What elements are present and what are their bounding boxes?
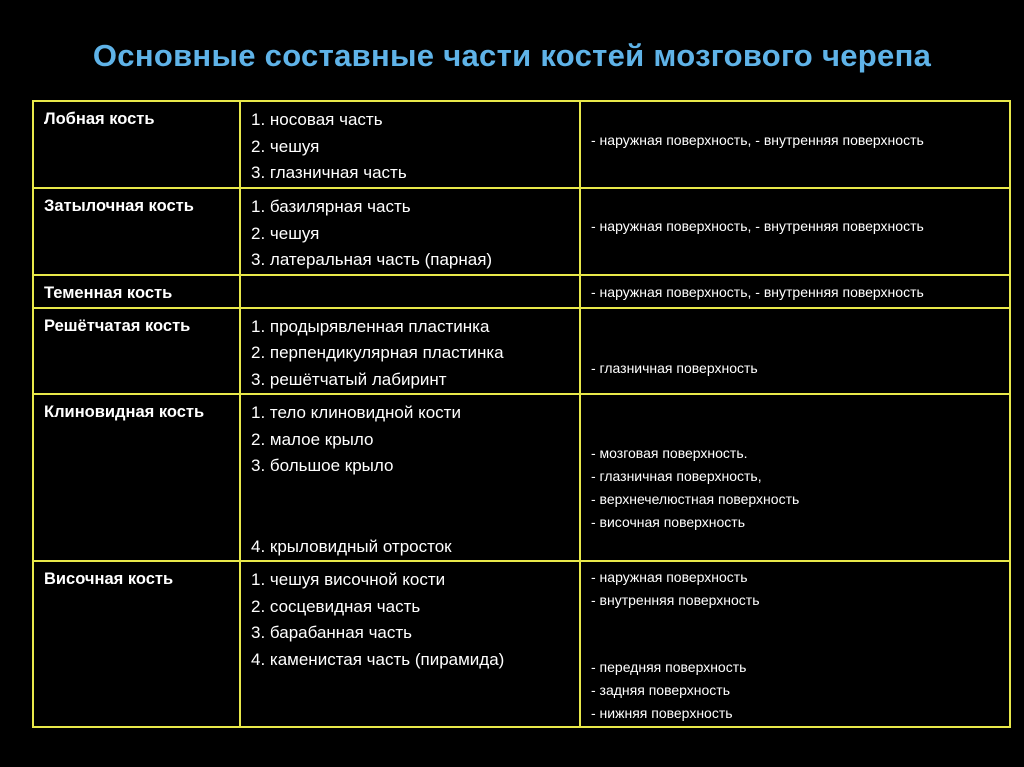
part-item: 3. решётчатый лабиринт [251,369,447,389]
table-row [33,188,1010,275]
surface-item: - мозговая поверхность. [591,445,748,461]
parts-cell [240,275,580,308]
part-item: 1. тело клиновидной кости [251,403,461,422]
table-row [33,275,1010,308]
part-item: 2. чешуя [251,223,320,243]
bone-name: Клиновидная кость [44,403,205,421]
part-item: 1. носовая часть [251,110,383,129]
part-item: 2. перпендикулярная пластинка [251,343,504,362]
bone-name-cell [33,275,240,308]
parts-cell [240,101,580,188]
surface-item: - задняя поверхность [591,682,730,698]
surfaces-cell [580,561,1010,727]
bone-name-cell [33,101,240,188]
surfaces-cell [580,308,1010,395]
part-item: 2. сосцевидная часть [251,596,421,616]
table-row [33,394,1010,561]
bones-table [32,100,1011,728]
bone-name: Затылочная кость [44,197,194,215]
part-item: 2. чешуя [251,136,320,156]
surface-item: - височная поверхность [591,514,746,530]
bone-name-cell [33,394,240,561]
part-item: 4. каменистая часть (пирамида) [251,649,505,669]
surfaces-cell [580,394,1010,561]
surface-item: - глазничная поверхность [591,359,758,376]
bone-name-cell [33,188,240,275]
surfaces-cell [580,188,1010,275]
part-item: 1. продырявленная пластинка [251,316,490,336]
part-item: 3. глазничная часть [251,163,407,182]
surface-item: - верхнечелюстная поверхность [591,491,800,507]
surfaces-cell [580,275,1010,308]
surface-item: - нижняя поверхность [591,705,733,721]
parts-cell [240,561,580,727]
bone-name-cell [33,561,240,727]
surface-item: - наружная поверхность, - внутренняя поверхность [591,218,924,234]
parts-cell [240,308,580,395]
table-row [33,561,1010,727]
bone-name-cell [33,308,240,395]
surface-item: - глазничная поверхность, [591,468,762,484]
part-item: 3. барабанная часть [251,623,413,642]
surfaces-cell [580,101,1010,188]
bone-name: Лобная кость [44,110,155,128]
parts-cell [240,394,580,561]
bone-name: Теменная кость [44,283,173,302]
bone-name: Височная кость [44,570,174,588]
parts-cell [240,188,580,275]
surface-item: - передняя поверхность [591,659,747,675]
part-item: 3. большое крыло [251,456,394,475]
part-item: 4. крыловидный отросток [251,536,452,556]
part-item: 3. латеральная часть (парная) [251,250,493,269]
table-row [33,101,1010,188]
bone-name: Решётчатая кость [44,316,191,335]
surface-item: - внутренняя поверхность [591,592,760,608]
part-item: 1. чешуя височной кости [251,570,446,589]
page-title: Основные составные части костей мозгового черепа [92,38,932,73]
table-row [33,308,1010,395]
part-item: 2. малое крыло [251,429,374,449]
surface-item: - наружная поверхность, - внутренняя поверхность [591,283,924,300]
part-item: 1. базилярная часть [251,197,411,216]
surface-item: - наружная поверхность, - внутренняя поверхность [591,132,924,148]
surface-item: - наружная поверхность [591,569,748,585]
